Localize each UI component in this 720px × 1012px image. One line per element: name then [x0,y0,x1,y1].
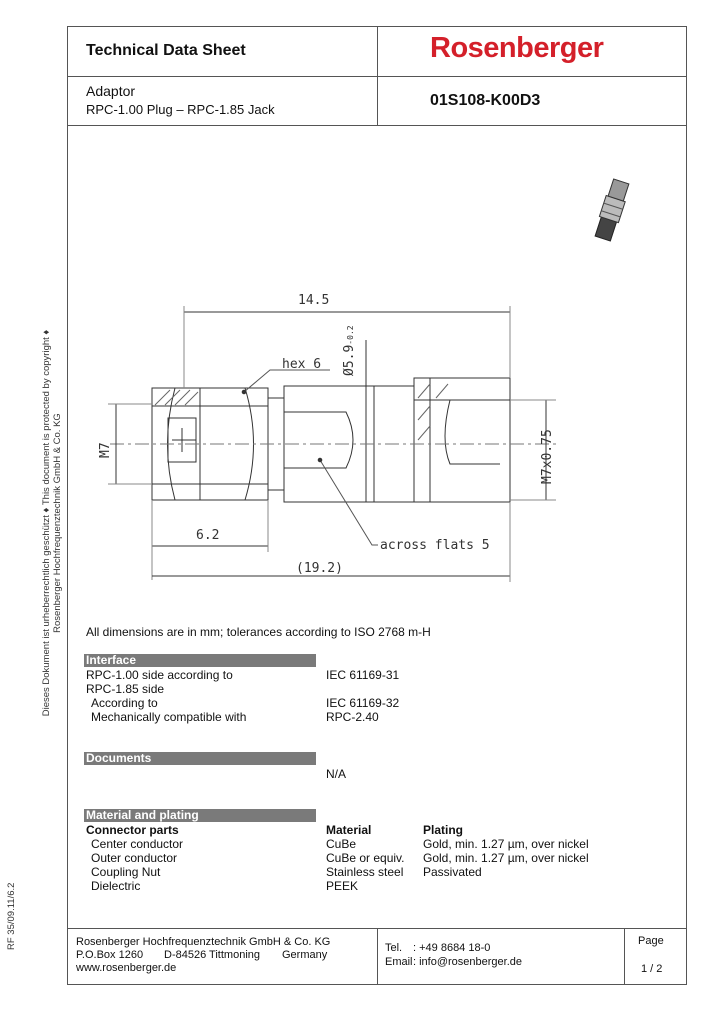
document-title: Technical Data Sheet [86,42,246,59]
material-row-plating: Passivated [423,865,482,879]
brand-logo: Rosenberger [430,32,604,64]
footer-tel-value: : +49 8684 18-0 [413,942,491,954]
dimension-note: All dimensions are in mm; tolerances according to ISO 2768 m-H [86,625,431,639]
dim-diameter-value: Ø5.9 [342,344,357,376]
footer-email-label: Email [385,956,413,968]
material-row-plating: Gold, min. 1.27 µm, over nickel [423,851,589,865]
footer-page-label: Page [638,935,664,947]
material-row-material: CuBe [326,837,357,851]
interface-row-label: RPC-1.00 side according to [86,668,233,682]
material-row-part: Dielectric [91,879,141,893]
copyright-side-note: Dieses Dokument ist urheberrechtlich geschützt ♦ This document is protected by copyright ♦ Rosenberger Hochfrequenztechnik GmbH & Co. KG [41,329,63,717]
dim-hex-label: hex 6 [282,357,322,372]
material-row-material: Stainless steel [326,865,404,879]
footer-tel-label: Tel. [385,942,403,954]
interface-heading: Interface [86,653,137,667]
interface-row-label: Mechanically compatible with [91,710,247,724]
dim-total-length: 14.5 [298,293,330,308]
footer-city: D-84526 Tittmoning [164,949,260,961]
footer-website[interactable]: www.rosenberger.de [76,962,177,974]
dim-diameter [342,325,357,376]
interface-row-label: According to [91,696,158,710]
interface-row-value: IEC 61169-31 [326,668,400,682]
material-heading-bar [84,809,316,822]
material-row-plating: Gold, min. 1.27 µm, over nickel [423,837,589,851]
documents-value: N/A [326,767,347,781]
material-col-plating: Plating [423,823,464,837]
documents-heading-bar [84,752,316,765]
documents-heading: Documents [86,751,152,765]
jack-outline [414,378,510,502]
footer-pobox: P.O.Box 1260 [76,949,144,961]
interface-row-value: IEC 61169-32 [326,696,400,710]
material-col-material: Material [326,823,372,837]
dim-m7-left: M7 [98,442,113,458]
dim-left-length: 6.2 [196,528,220,543]
dim-diameter-tolerance: -0.2 [346,325,355,345]
footer-page-number: 1 / 2 [641,963,663,975]
dim-across-flats: across flats 5 [380,538,490,553]
interface-row-label: RPC-1.85 side [86,682,165,696]
material-row-material: CuBe or equiv. [326,851,405,865]
product-photo [593,178,631,241]
product-description: RPC-1.00 Plug – RPC-1.85 Jack [86,102,275,117]
dim-thread: M7x0.75 [540,429,555,484]
material-row-part: Center conductor [91,837,184,851]
material-row-material: PEEK [326,879,359,893]
revision-note: RF 35/09.11/6.2 [6,882,17,950]
footer-company: Rosenberger Hochfrequenztechnik GmbH & Co. KG [76,936,331,948]
footer-country: Germany [282,949,328,961]
footer-divider-2 [624,928,625,985]
interface-heading-bar [84,654,316,667]
material-row-part: Outer conductor [91,851,178,865]
dim-overall-length: (19.2) [296,561,343,576]
material-col-parts: Connector parts [86,823,179,837]
interface-row-value: RPC-2.40 [326,710,379,724]
material-row-part: Coupling Nut [91,865,161,879]
footer-divider-1 [377,928,378,985]
part-number: 01S108-K00D3 [430,92,541,109]
material-heading: Material and plating [86,808,199,822]
footer-email-value[interactable]: : info@rosenberger.de [413,956,523,968]
product-type: Adaptor [86,83,136,99]
